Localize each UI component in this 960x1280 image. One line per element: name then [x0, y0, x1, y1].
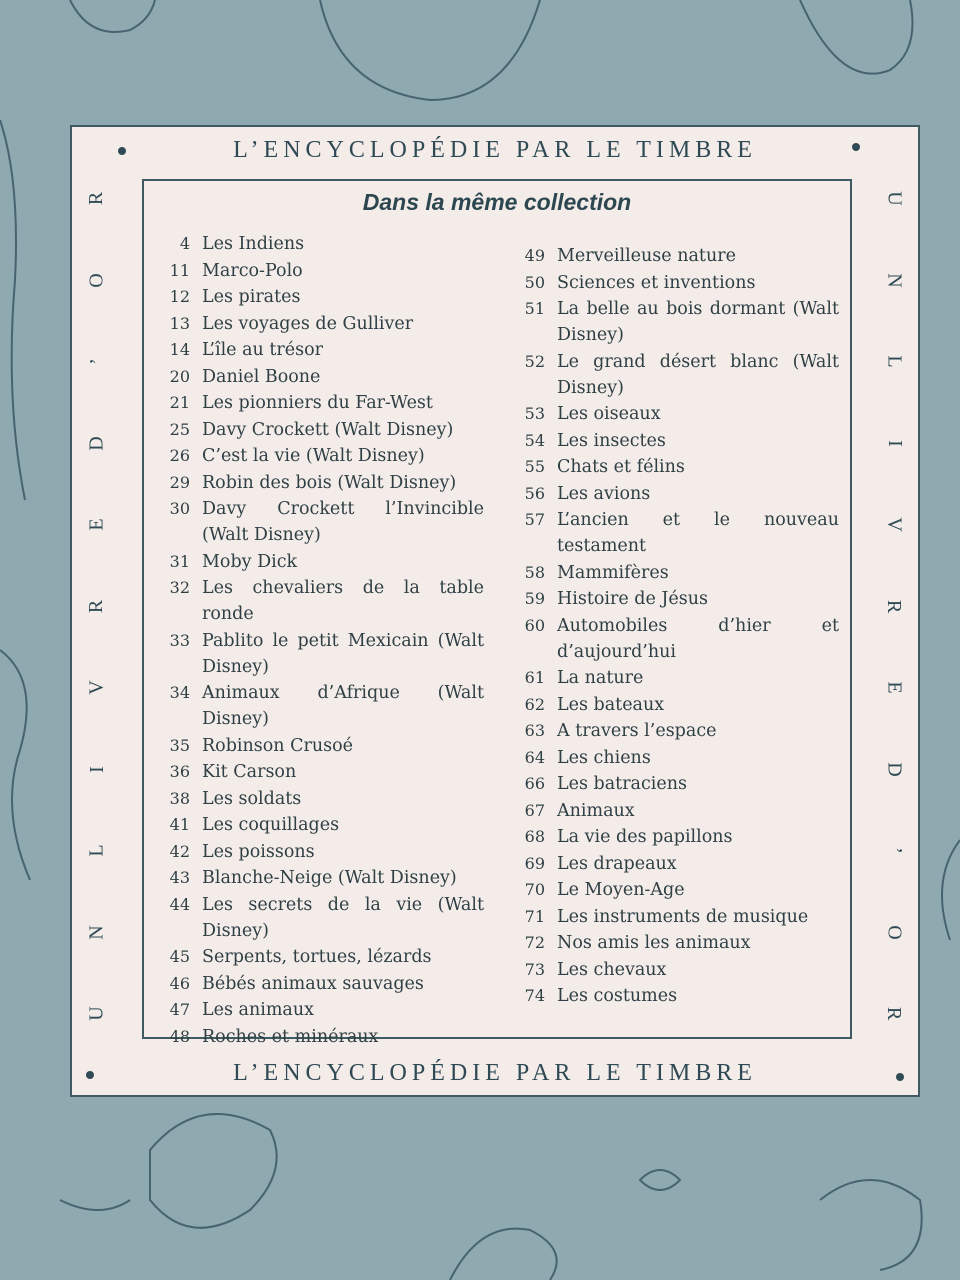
item-number: 70 — [524, 880, 545, 899]
item-number: 12 — [169, 287, 190, 306]
item-title: Les voyages de Gulliver — [202, 313, 414, 334]
item-number: 29 — [169, 472, 190, 492]
list-item — [154, 733, 484, 759]
item-title: Les secrets de la vie (Walt Disney) — [202, 894, 484, 941]
list-item — [509, 454, 839, 480]
item-number: 53 — [524, 404, 545, 423]
list-item — [154, 364, 484, 390]
list-item — [154, 390, 484, 416]
list-item — [509, 428, 839, 454]
sketch-arm-bottom-left — [60, 1200, 130, 1210]
item-number: 11 — [169, 260, 190, 280]
side-letter: O — [883, 924, 906, 940]
item-number: 42 — [169, 841, 190, 861]
item-title: Les soldats — [202, 788, 302, 809]
list-item — [154, 944, 484, 970]
item-number: 61 — [524, 668, 545, 687]
item-number: 13 — [169, 313, 190, 333]
list-item — [509, 983, 839, 1009]
list-item — [154, 680, 484, 732]
list-item — [154, 311, 484, 337]
item-number: 21 — [169, 393, 190, 412]
item-number: 72 — [524, 933, 545, 952]
item-title: Les avions — [557, 483, 651, 504]
item-number: 35 — [169, 735, 190, 755]
item-title: Marco-Polo — [202, 260, 303, 281]
side-letter: N — [85, 924, 108, 940]
item-title: Robinson Crusoé — [202, 735, 354, 756]
item-number: 31 — [169, 551, 190, 571]
item-title: C’est la vie (Walt Disney) — [202, 446, 425, 466]
list-item — [154, 997, 484, 1023]
right-column-list — [509, 243, 839, 1010]
item-title: Animaux — [557, 800, 635, 821]
list-item — [509, 798, 839, 824]
sketch-butterfly-bottom — [640, 1170, 680, 1190]
list-item — [154, 549, 484, 575]
item-number: 4 — [179, 234, 190, 253]
list-item — [154, 496, 484, 548]
item-title: Robin des bois (Walt Disney) — [202, 472, 457, 493]
item-number: 60 — [524, 615, 545, 635]
list-item — [509, 401, 839, 427]
item-title: Merveilleuse nature — [557, 246, 736, 266]
side-letter: R — [85, 599, 108, 613]
list-item — [154, 575, 484, 627]
item-number: 25 — [169, 419, 190, 439]
item-title: Chats et félins — [557, 457, 685, 477]
corner-dot-bottom-left — [86, 1071, 94, 1079]
item-title: Pablito le petit Mexicain (Walt Disney) — [202, 630, 484, 677]
item-number: 14 — [169, 340, 190, 359]
item-number: 47 — [169, 1000, 190, 1019]
corner-dot-top-right — [852, 143, 860, 151]
inner-frame — [142, 179, 852, 1047]
item-number: 73 — [524, 959, 545, 979]
item-number: 63 — [524, 721, 545, 740]
list-item — [154, 337, 484, 363]
list-item — [154, 812, 484, 838]
item-title: Les chevaliers de la table ronde — [202, 578, 484, 624]
list-item — [154, 231, 484, 257]
list-item — [154, 786, 484, 812]
item-title: Le Moyen-Age — [557, 880, 685, 900]
sketch-face-top-left — [70, 0, 155, 32]
sketch-face-top-right — [800, 0, 913, 74]
item-title: Les Indiens — [202, 234, 305, 254]
item-number: 68 — [524, 827, 545, 846]
item-title: Davy Crockett l’Invincible (Walt Disney) — [202, 499, 484, 545]
side-letter: E — [883, 681, 906, 694]
item-number: 50 — [524, 272, 545, 292]
list-item — [154, 417, 484, 443]
list-item — [154, 971, 484, 997]
collection-card — [70, 125, 920, 1097]
sketch-child-bottom-left — [150, 1114, 277, 1228]
item-title: Automobiles d’hier et d’aujourd’hui — [557, 615, 839, 662]
side-letter: I — [883, 439, 906, 447]
item-title: Les pirates — [202, 287, 301, 307]
side-text-right — [874, 187, 914, 1025]
item-number: 43 — [169, 868, 190, 887]
item-title: Daniel Boone — [202, 366, 321, 387]
item-title: Nos amis les animaux — [557, 933, 751, 953]
list-item — [154, 443, 484, 469]
item-title: Le grand désert blanc (Walt Disney) — [557, 351, 839, 398]
side-letter: R — [85, 191, 108, 206]
list-item — [154, 865, 484, 891]
item-number: 74 — [524, 986, 545, 1005]
list-item — [154, 892, 484, 944]
item-number: 57 — [524, 510, 545, 529]
list-item — [509, 270, 839, 296]
item-number: 41 — [169, 815, 190, 834]
corner-dot-bottom-right — [896, 1073, 904, 1081]
item-number: 56 — [524, 483, 545, 503]
list-item — [509, 560, 839, 586]
item-title: Roches et minéraux — [202, 1026, 379, 1047]
sketch-figure-right — [942, 840, 960, 940]
item-number: 71 — [524, 906, 545, 926]
sketch-figure-left — [0, 120, 25, 500]
item-title: Les chiens — [557, 747, 651, 768]
side-letter: O — [85, 272, 108, 288]
item-title: Les costumes — [557, 986, 678, 1006]
item-title: Mammifères — [557, 562, 669, 583]
side-letter: ’ — [85, 358, 108, 365]
item-number: 36 — [169, 762, 190, 781]
list-item — [509, 957, 839, 983]
side-letter: V — [883, 517, 906, 532]
item-number: 66 — [524, 774, 545, 793]
item-title: Les coquillages — [202, 815, 340, 835]
item-number: 48 — [169, 1026, 190, 1046]
item-title: Kit Carson — [202, 762, 297, 782]
side-letter: U — [85, 1006, 108, 1021]
item-number: 45 — [169, 947, 190, 966]
item-title: Les poissons — [202, 841, 315, 862]
item-title: Blanche-Neige (Walt Disney) — [202, 868, 457, 888]
band-top-text: L’ENCYCLOPÉDIE PAR LE TIMBRE — [233, 137, 757, 163]
item-number: 67 — [524, 800, 545, 820]
item-title: La nature — [557, 668, 644, 688]
item-number: 51 — [524, 299, 545, 318]
item-title: La belle au bois dormant (Walt Disney) — [557, 299, 839, 345]
side-letter: I — [85, 765, 108, 773]
list-item — [509, 930, 839, 956]
item-number: 32 — [169, 578, 190, 597]
item-title: Les animaux — [202, 1000, 314, 1020]
list-item — [509, 718, 839, 744]
list-item — [509, 507, 839, 559]
item-title: Davy Crockett (Walt Disney) — [202, 419, 454, 440]
left-column-list — [154, 231, 484, 1050]
list-item — [154, 628, 484, 680]
list-item — [509, 745, 839, 771]
item-title: Les instruments de musique — [557, 906, 809, 927]
item-number: 69 — [524, 853, 545, 873]
side-letter: L — [883, 355, 906, 368]
item-number: 64 — [524, 747, 545, 767]
item-number: 49 — [524, 246, 545, 265]
list-item — [509, 692, 839, 718]
list-item — [509, 665, 839, 691]
item-number: 54 — [524, 430, 545, 450]
item-number: 26 — [169, 446, 190, 465]
side-letter: D — [85, 435, 108, 451]
list-item — [509, 349, 839, 401]
item-number: 38 — [169, 788, 190, 808]
item-title: Les oiseaux — [557, 404, 661, 424]
side-letter: E — [85, 518, 108, 531]
list-item — [509, 904, 839, 930]
item-title: Les drapeaux — [557, 853, 677, 874]
item-title: L’ancien et le nouveau testament — [557, 510, 839, 556]
item-number: 30 — [169, 499, 190, 518]
list-item — [154, 1024, 484, 1050]
sketch-face-top-center — [320, 0, 540, 100]
item-title: A travers l’espace — [557, 721, 717, 741]
side-letter: ’ — [883, 847, 906, 854]
item-title: Bébés animaux sauvages — [202, 973, 424, 994]
list-item — [154, 258, 484, 284]
sketch-figure-bottom-center — [450, 1229, 557, 1280]
side-letter: N — [883, 272, 906, 288]
item-title: La vie des papillons — [557, 827, 733, 847]
sketch-figure-left-lower — [0, 650, 30, 880]
item-number: 46 — [169, 973, 190, 993]
side-text-left — [77, 187, 117, 1025]
item-title: Serpents, tortues, lézards — [202, 947, 432, 967]
item-number: 59 — [524, 589, 545, 608]
item-number: 20 — [169, 366, 190, 386]
item-number: 52 — [524, 351, 545, 371]
item-number: 58 — [524, 562, 545, 582]
side-letter: L — [85, 844, 108, 857]
side-letter: U — [883, 191, 906, 206]
sketch-head-bottom-right — [820, 1180, 922, 1270]
item-title: Histoire de Jésus — [557, 589, 709, 609]
side-letter: D — [883, 761, 906, 777]
band-bottom-text: L’ENCYCLOPÉDIE PAR LE TIMBRE — [233, 1060, 757, 1086]
item-title: Les insectes — [557, 430, 666, 451]
side-letter: R — [883, 1006, 906, 1021]
list-item — [509, 296, 839, 348]
item-number: 44 — [169, 894, 190, 914]
item-number: 55 — [524, 457, 545, 476]
list-item — [154, 839, 484, 865]
list-item — [509, 481, 839, 507]
list-item — [509, 586, 839, 612]
list-item — [509, 851, 839, 877]
list-item — [154, 470, 484, 496]
list-item — [509, 824, 839, 850]
list-item — [154, 759, 484, 785]
item-title: Les batraciens — [557, 774, 687, 794]
side-letter: V — [85, 680, 108, 695]
item-number: 62 — [524, 694, 545, 714]
list-item — [509, 877, 839, 903]
item-number: 33 — [169, 630, 190, 650]
corner-dot-top-left — [118, 147, 126, 155]
item-title: Les pionniers du Far-West — [202, 393, 433, 413]
page-title: Dans la même collection — [362, 189, 632, 215]
item-number: 34 — [169, 683, 190, 702]
list-item — [509, 243, 839, 269]
side-letter: R — [883, 599, 906, 613]
list-item — [509, 771, 839, 797]
list-item — [509, 613, 839, 665]
item-title: Moby Dick — [202, 551, 298, 572]
list-item — [154, 284, 484, 310]
item-title: Les chevaux — [557, 959, 667, 980]
item-title: Sciences et inventions — [557, 272, 756, 293]
item-title: Animaux d’Afrique (Walt Disney) — [202, 683, 484, 729]
item-title: L’île au trésor — [202, 340, 324, 360]
item-title: Les bateaux — [557, 694, 665, 715]
